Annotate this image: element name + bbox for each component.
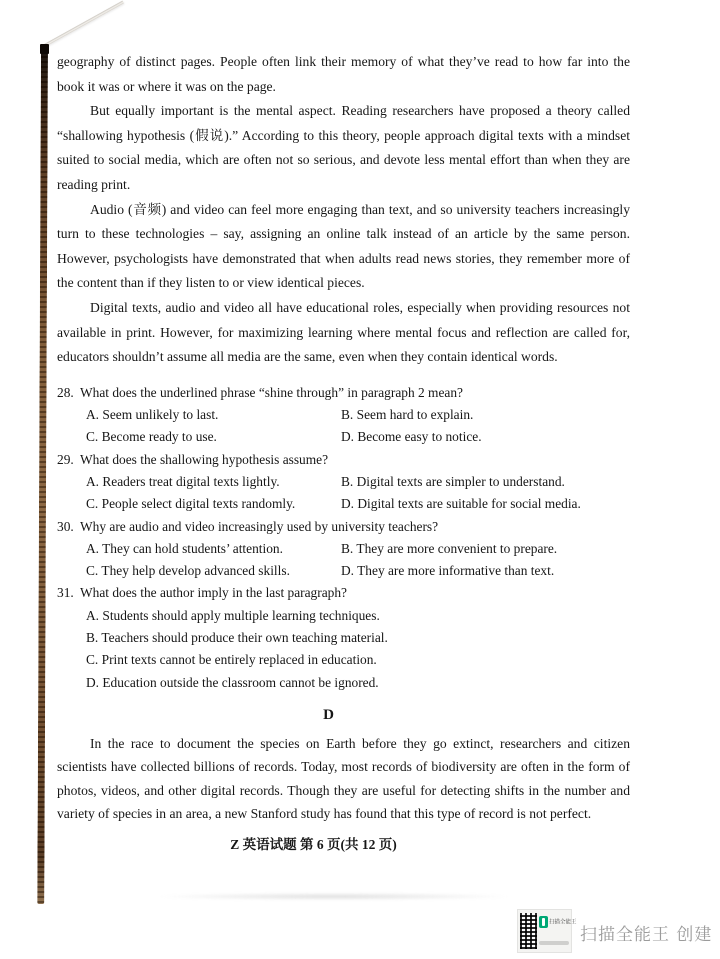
camscanner-badge <box>517 909 577 953</box>
badge-micro-text <box>539 941 569 945</box>
page-content <box>57 50 630 853</box>
page-corner-fold-tip <box>40 44 49 54</box>
option-group <box>57 404 630 449</box>
question-text: What does the shallowing hypothesis assume? <box>80 451 329 467</box>
passage-paragraph: Audio (音频) and video can feel more engaging than text, and so university teachers increasingly turn to these technologies – say, assigning an online talk instead of an article by the same person. However, psychologists have demonstrated that when adults read news stories, they remember more of the content than if they listen to or view identical pieces. <box>57 201 630 291</box>
book-spine-edge <box>37 46 48 904</box>
option-item: A. They can hold students’ attention. <box>86 540 283 556</box>
option-item: B. They are more convenient to prepare. <box>341 540 558 556</box>
option-item: D. Become easy to notice. <box>341 429 482 445</box>
question-line <box>57 516 630 538</box>
option-group <box>57 605 630 694</box>
camscanner-logo-icon <box>539 916 548 928</box>
reading-passage-c <box>57 50 630 370</box>
option-item: A. Students should apply multiple learning techniques. <box>86 607 380 623</box>
question-line <box>57 449 630 471</box>
question-text: Why are audio and video increasingly used by university teachers? <box>80 518 439 534</box>
passage-paragraph: Digital texts, audio and video all have educational roles, especially when providing resources not available in print. However, for maximizing learning where mental focus and reflection are called for, educators shouldn’t assume all media are the same, even when they contain identical words. <box>57 299 630 365</box>
reading-passage-d <box>57 704 630 825</box>
option-item: D. Education outside the classroom cannot be ignored. <box>86 674 379 690</box>
option-item: A. Readers treat digital texts lightly. <box>86 473 280 489</box>
option-group <box>57 471 630 516</box>
option-item: C. People select digital texts randomly. <box>86 496 296 512</box>
question-list <box>57 382 630 694</box>
option-item: C. Print texts cannot be entirely replaced in education. <box>86 652 377 668</box>
question-line <box>57 382 630 404</box>
question-line <box>57 582 630 604</box>
question-29 <box>57 449 630 516</box>
option-group <box>57 538 630 583</box>
question-text: What does the author imply in the last paragraph? <box>80 585 347 601</box>
qr-code-icon <box>520 913 537 949</box>
option-item: D. They are more informative than text. <box>341 563 555 579</box>
option-item: B. Teachers should produce their own teaching material. <box>86 629 388 645</box>
question-30 <box>57 516 630 583</box>
question-number: 31. <box>57 585 74 601</box>
question-31 <box>57 582 630 693</box>
question-text: What does the underlined phrase “shine through” in paragraph 2 mean? <box>80 384 463 400</box>
section-heading: D <box>323 706 334 723</box>
option-item: A. Seem unlikely to last. <box>86 407 219 423</box>
passage-paragraph: geography of distinct pages. People often link their memory of what they’ve read to how far into the book it was or where it was on the page. <box>57 54 630 94</box>
passage-paragraph: But equally important is the mental aspect. Reading researchers have proposed a theory called “shallowing hypothesis (假说).” According to this theory, people approach digital texts with a mindset suited to social media, which are often not so serious, and devote less mental effort than when they are reading print. <box>57 103 630 192</box>
question-number: 28. <box>57 384 74 400</box>
question-number: 29. <box>57 451 74 467</box>
page-bottom-shadow <box>88 891 580 902</box>
page-corner-fold <box>40 1 124 49</box>
option-item: D. Digital texts are suitable for social media. <box>341 496 581 512</box>
question-28 <box>57 382 630 449</box>
option-item: C. They help develop advanced skills. <box>86 563 290 579</box>
question-number: 30. <box>57 518 74 534</box>
option-item: B. Digital texts are simpler to understand. <box>341 473 565 489</box>
option-item: C. Become ready to use. <box>86 429 217 445</box>
passage-paragraph: In the race to document the species on Earth before they go extinct, researchers and citizen scientists have collected billions of records. Today, most records of biodiversity are often in the form of photos, videos, and other digital records. Though they are useful for detecting shifts in the number and variety of species in an area, a new Stanford study has found that this type of record is not perfect. <box>57 736 630 821</box>
badge-title: 扫描全能王 <box>549 919 577 926</box>
page-footer: Z 英语试题 第 6 页(共 12 页) <box>230 836 397 852</box>
option-item: B. Seem hard to explain. <box>341 407 474 423</box>
watermark-text: 扫描全能王 创建 <box>580 925 713 945</box>
